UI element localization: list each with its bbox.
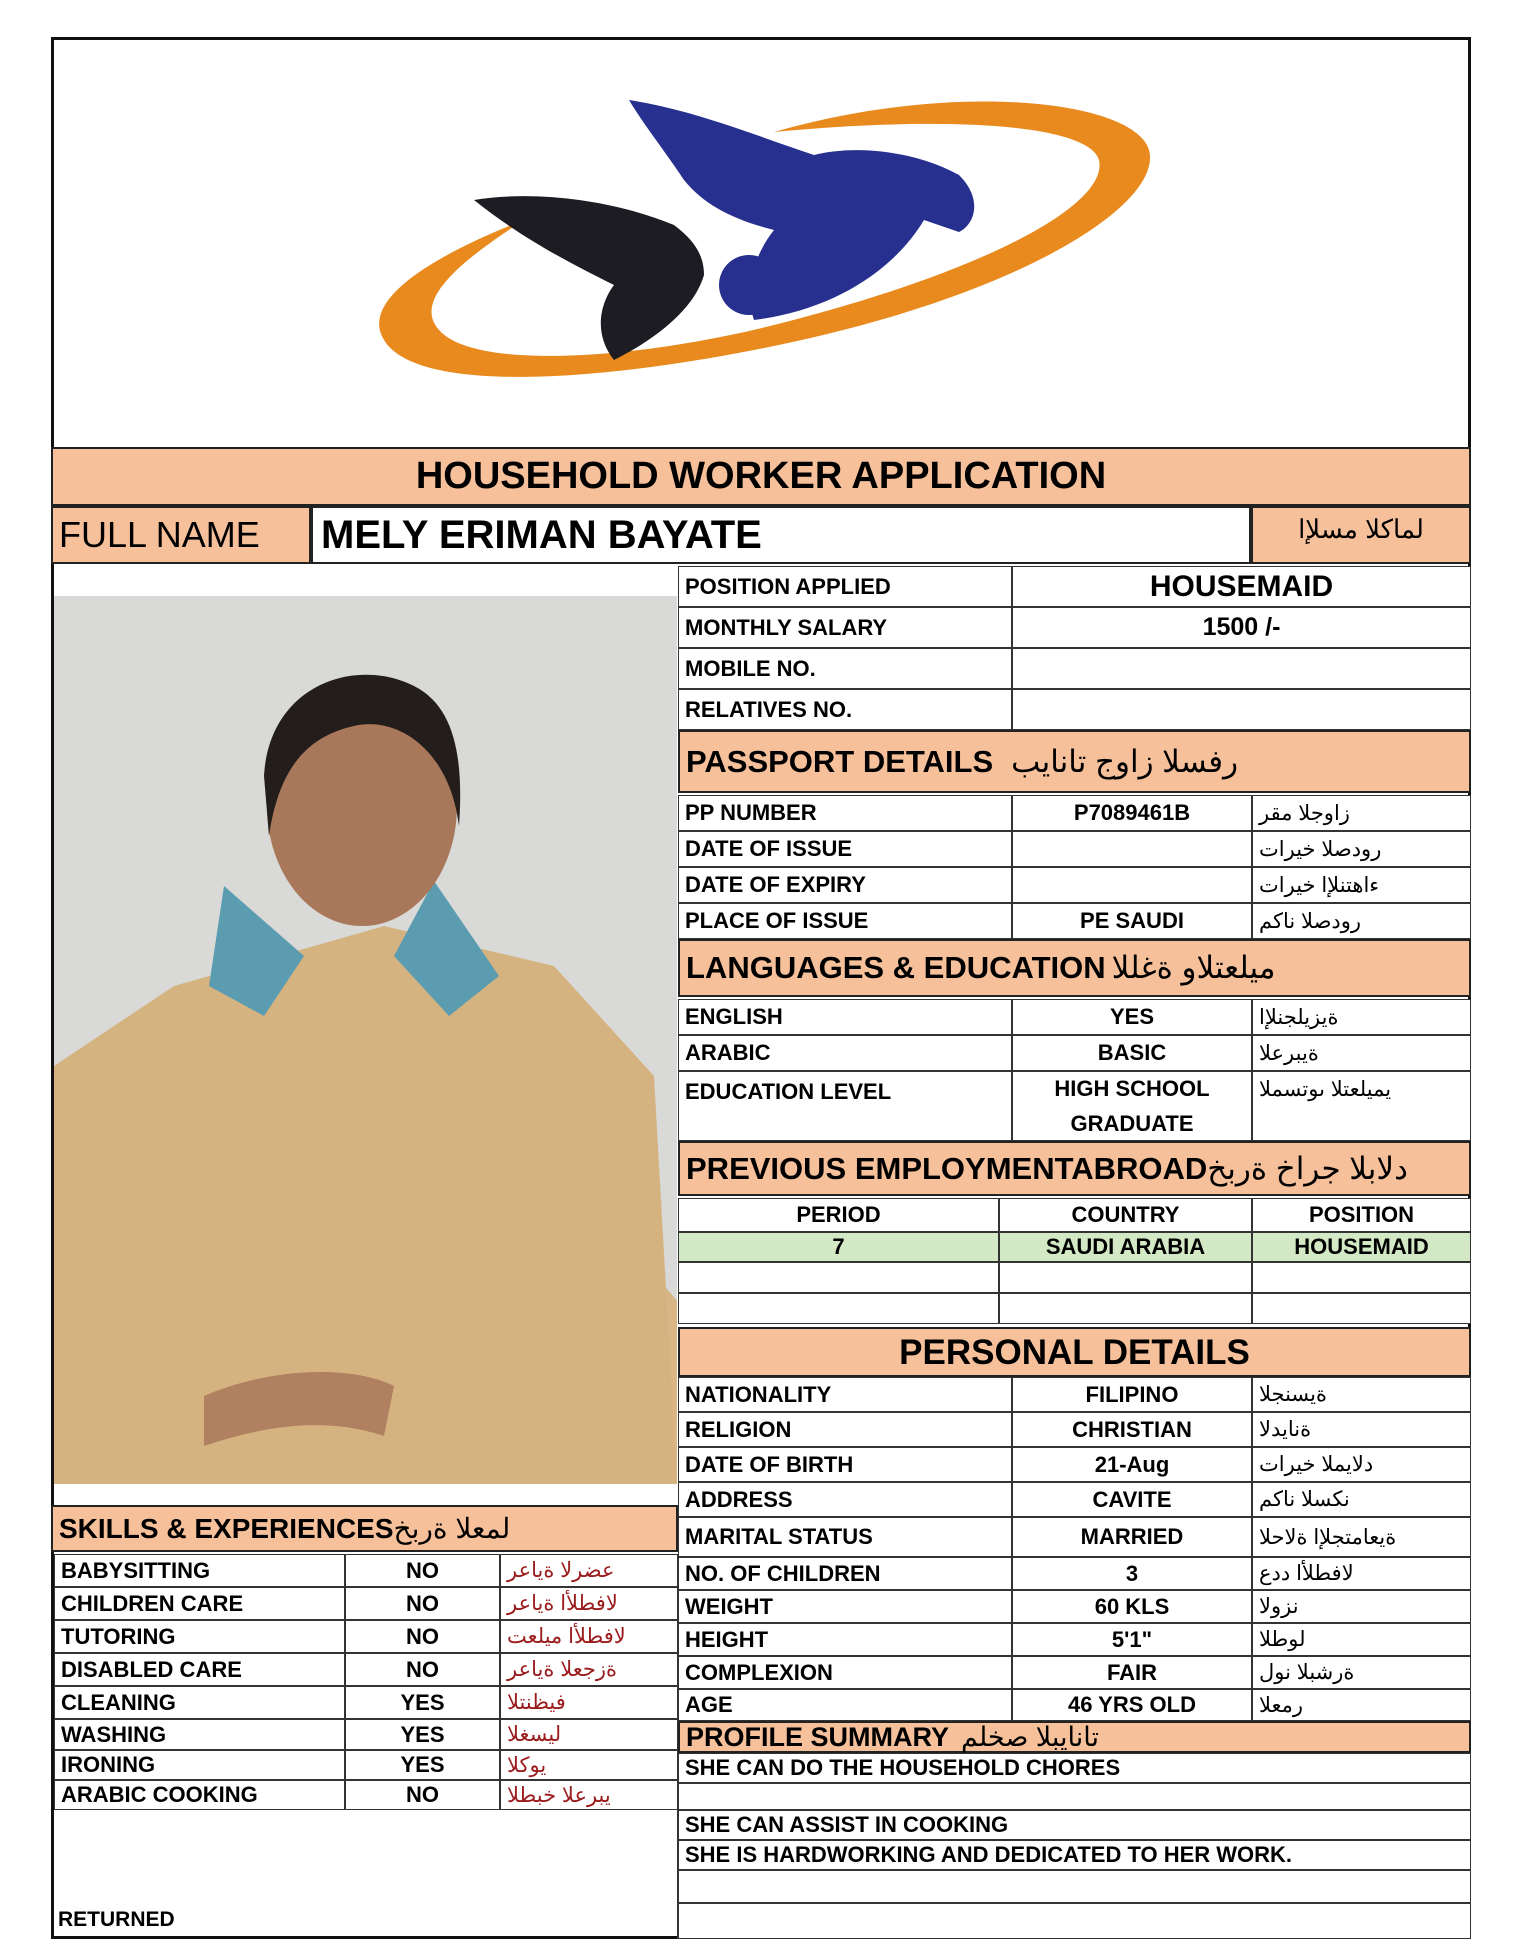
profile-line-1: SHE CAN DO THE HOUSEHOLD CHORES: [678, 1753, 1471, 1783]
languages-header: [678, 939, 1471, 997]
weight-value: 60 KLS: [1012, 1590, 1252, 1623]
profile-summary-header-label-ar: تانايبلا صخلم: [961, 1721, 1100, 1752]
height-label-ar: لوطلا: [1252, 1623, 1471, 1656]
employment-row-3-period: [678, 1293, 999, 1324]
languages-header-label: LANGUAGES & EDUCATION: [686, 950, 1106, 985]
marital-status-label: MARITAL STATUS: [678, 1517, 1012, 1557]
passport-header-label: PASSPORT DETAILS: [686, 743, 994, 779]
personal-details-header: PERSONAL DETAILS: [678, 1327, 1471, 1377]
logo-area: [54, 40, 1468, 447]
place-of-issue-label: PLACE OF ISSUE: [678, 903, 1012, 939]
arabic-label: ARABIC: [678, 1035, 1012, 1071]
employment-row-3-country: [999, 1293, 1252, 1324]
skill-ironing-label-ar: يوكلا: [500, 1750, 678, 1780]
profile-line-2: [678, 1783, 1471, 1810]
monthly-salary-label: MONTHLY SALARY: [678, 607, 1012, 648]
profile-summary-header: [678, 1721, 1471, 1753]
education-level-label-ar: يميلعتلا ىوتسملا: [1252, 1071, 1471, 1141]
employment-row-2-position: [1252, 1262, 1471, 1293]
pp-number-value: P7089461B: [1012, 795, 1252, 831]
monthly-salary-value: 1500 /-: [1012, 607, 1471, 648]
mobile-no-label: MOBILE NO.: [678, 648, 1012, 689]
skill-ironing-value: YES: [345, 1750, 500, 1780]
skill-arabic-cooking-label: ARABIC COOKING: [54, 1780, 345, 1810]
pp-number-label: PP NUMBER: [678, 795, 1012, 831]
profile-line-5: [678, 1870, 1471, 1903]
mobile-no-value: [1012, 648, 1471, 689]
skill-tutoring-label: TUTORING: [54, 1620, 345, 1653]
complexion-label-ar: ةرشبلا نول: [1252, 1656, 1471, 1689]
skill-children-care-label-ar: لافطلأا ةياعر: [500, 1587, 678, 1620]
no-of-children-label-ar: لافطلأا ددع: [1252, 1557, 1471, 1590]
relatives-no-label: RELATIVES NO.: [678, 689, 1012, 730]
height-label: HEIGHT: [678, 1623, 1012, 1656]
complexion-label: COMPLEXION: [678, 1656, 1012, 1689]
skill-tutoring-label-ar: لافطلأا ميلعت: [500, 1620, 678, 1653]
date-of-birth-label-ar: دلايملا خيرات: [1252, 1447, 1471, 1482]
languages-header-label-ar: ميلعتلاو ةغللا: [1111, 950, 1276, 985]
date-of-expiry-label: DATE OF EXPIRY: [678, 867, 1012, 903]
skills-header: [51, 1505, 678, 1552]
english-label-ar: ةيزيلجنلإا: [1252, 999, 1471, 1035]
employment-col-position: POSITION: [1252, 1198, 1471, 1232]
returned-note: RETURNED: [58, 1908, 175, 1931]
form-title: HOUSEHOLD WORKER APPLICATION: [51, 447, 1471, 506]
employment-header: [678, 1141, 1471, 1196]
nationality-label: NATIONALITY: [678, 1377, 1012, 1412]
nationality-value: FILIPINO: [1012, 1377, 1252, 1412]
no-of-children-value: 3: [1012, 1557, 1252, 1590]
marital-status-value: MARRIED: [1012, 1517, 1252, 1557]
employment-row-2-period: [678, 1262, 999, 1293]
profile-line-4: SHE IS HARDWORKING AND DEDICATED TO HER WORK.: [678, 1840, 1471, 1870]
position-applied-value: HOUSEMAID: [1012, 566, 1471, 607]
skill-disabled-care-value: NO: [345, 1653, 500, 1686]
place-of-issue-label-ar: رودصلا ناكم: [1252, 903, 1471, 939]
education-level-value: [1012, 1071, 1252, 1141]
skill-ironing-label: IRONING: [54, 1750, 345, 1780]
full-name-label: FULL NAME: [51, 506, 311, 564]
profile-summary-header-label: PROFILE SUMMARY: [686, 1721, 949, 1752]
age-label-ar: رمعلا: [1252, 1689, 1471, 1721]
height-value: 5'1": [1012, 1623, 1252, 1656]
skill-babysitting-label: BABYSITTING: [54, 1554, 345, 1587]
skill-washing-label: WASHING: [54, 1719, 345, 1750]
religion-label-ar: ةنايدلا: [1252, 1412, 1471, 1447]
employment-row-2-country: [999, 1262, 1252, 1293]
skill-disabled-care-label: DISABLED CARE: [54, 1653, 345, 1686]
employment-row-1-country: SAUDI ARABIA: [999, 1232, 1252, 1262]
religion-value: CHRISTIAN: [1012, 1412, 1252, 1447]
skill-arabic-cooking-value: NO: [345, 1780, 500, 1810]
relatives-no-value: [1012, 689, 1471, 730]
english-value: YES: [1012, 999, 1252, 1035]
date-of-birth-value: 21-Aug: [1012, 1447, 1252, 1482]
address-label-ar: نكسلا ناكم: [1252, 1482, 1471, 1517]
full-name-value: MELY ERIMAN BAYATE: [311, 506, 1251, 564]
marital-status-label-ar: ةيعامتجلإا ةلاحلا: [1252, 1517, 1471, 1557]
arabic-label-ar: ةيبرعلا: [1252, 1035, 1471, 1071]
full-name-label-ar: لماكلا مسلإا: [1251, 506, 1471, 564]
profile-line-6: [678, 1903, 1471, 1939]
age-label: AGE: [678, 1689, 1012, 1721]
place-of-issue-value: PE SAUDI: [1012, 903, 1252, 939]
skills-header-label-ar: لمعلا ةربخ: [393, 1513, 511, 1544]
skill-babysitting-value: NO: [345, 1554, 500, 1587]
date-of-issue-value: [1012, 831, 1252, 867]
skill-cleaning-label: CLEANING: [54, 1686, 345, 1719]
skill-children-care-label: CHILDREN CARE: [54, 1587, 345, 1620]
passport-header: [678, 730, 1471, 793]
date-of-issue-label-ar: رودصلا خيرات: [1252, 831, 1471, 867]
address-value: CAVITE: [1012, 1482, 1252, 1517]
skill-children-care-value: NO: [345, 1587, 500, 1620]
education-level-label: EDUCATION LEVEL: [678, 1071, 1012, 1141]
religion-label: RELIGION: [678, 1412, 1012, 1447]
age-value: 46 YRS OLD: [1012, 1689, 1252, 1721]
skills-header-label: SKILLS & EXPERIENCES: [59, 1512, 394, 1544]
position-applied-label: POSITION APPLIED: [678, 566, 1012, 607]
pp-number-label-ar: زاوجلا مقر: [1252, 795, 1471, 831]
weight-label-ar: نزولا: [1252, 1590, 1471, 1623]
skill-arabic-cooking-label-ar: يبرعلا خبطلا: [500, 1780, 678, 1810]
employment-row-3-position: [1252, 1293, 1471, 1324]
no-of-children-label: NO. OF CHILDREN: [678, 1557, 1012, 1590]
employment-header-label: PREVIOUS EMPLOYMENTABROAD: [686, 1150, 1208, 1186]
english-label: ENGLISH: [678, 999, 1012, 1035]
education-level-value-line1: HIGH SCHOOL: [1054, 1076, 1210, 1101]
nationality-label-ar: ةيسنجلا: [1252, 1377, 1471, 1412]
complexion-value: FAIR: [1012, 1656, 1252, 1689]
skill-babysitting-label-ar: عضرلا ةياعر: [500, 1554, 678, 1587]
employment-row-1-period: 7: [678, 1232, 999, 1262]
skill-washing-label-ar: ليسغلا: [500, 1719, 678, 1750]
skill-cleaning-value: YES: [345, 1686, 500, 1719]
employment-col-country: COUNTRY: [999, 1198, 1252, 1232]
agency-logo: [54, 40, 1468, 447]
date-of-expiry-value: [1012, 867, 1252, 903]
skill-cleaning-label-ar: فيظنتلا: [500, 1686, 678, 1719]
date-of-expiry-label-ar: ءاهتنلإا خيرات: [1252, 867, 1471, 903]
date-of-birth-label: DATE OF BIRTH: [678, 1447, 1012, 1482]
skill-washing-value: YES: [345, 1719, 500, 1750]
profile-line-3: SHE CAN ASSIST IN COOKING: [678, 1810, 1471, 1840]
arabic-value: BASIC: [1012, 1035, 1252, 1071]
applicant-photo: [54, 596, 677, 1484]
employment-header-label-ar: دلابلا جراخ ةربخ: [1207, 1150, 1408, 1186]
education-level-value-line2: GRADUATE: [1070, 1111, 1194, 1136]
passport-header-label-ar: رفسلا زاوج تانايب: [1011, 743, 1239, 779]
skill-disabled-care-label-ar: ةزجعلا ةياعر: [500, 1653, 678, 1686]
address-label: ADDRESS: [678, 1482, 1012, 1517]
weight-label: WEIGHT: [678, 1590, 1012, 1623]
employment-col-period: PERIOD: [678, 1198, 999, 1232]
skill-tutoring-value: NO: [345, 1620, 500, 1653]
date-of-issue-label: DATE OF ISSUE: [678, 831, 1012, 867]
employment-row-1-position: HOUSEMAID: [1252, 1232, 1471, 1262]
